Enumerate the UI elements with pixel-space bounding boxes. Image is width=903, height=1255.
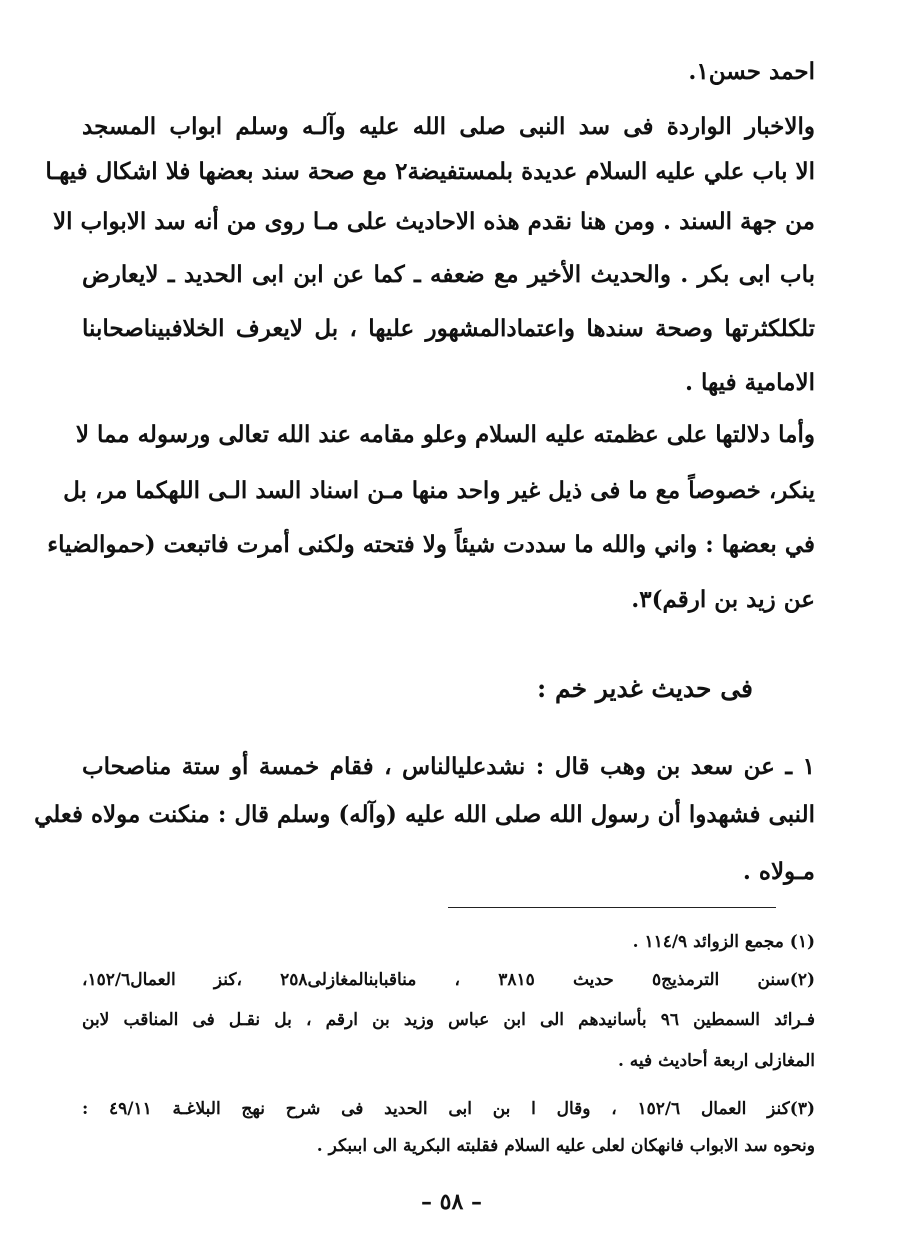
footnote-line: المغازلى اربعة أحاديث فيه . [617,1051,815,1071]
section-line: ١ ـ عن سعد بن وهب قال : نشدعليالناس ، فقام خمسة أو ستة مناصحاب [82,753,815,780]
footnote-line: (١) مجمع الزوائد ١١٤/٩ . [632,932,815,952]
footnote-line: فـرائد السمطين ٩٦ بأسانيدهم الى ابن عباس وزيد بن ارقم ، بل نقـل فى المناقب لابن [82,1010,815,1030]
section-line: مـولاه . [742,858,815,885]
footnote-line: ونحوه سد الابواب فانهكان لعلى عليه السلام فقلبته البكرية الى ابىبكر . [316,1136,815,1156]
footnote-line: (٣)كنز العمال ١٥٢/٦ ، وقال ا بن ابى الحديد فى شرح نهج البلاغـة ٤٩/١١ : [82,1099,815,1119]
body-line: عن زيد بن ارقم)٣. [631,586,815,613]
body-line: باب ابى بكر . والحديث الأخير مع ضعفه ـ كما عن ابن ابى الحديد ـ لايعارض [82,261,815,288]
body-line: من جهة السند . ومن هنا نقدم هذه الاحاديث على مـا روى من أنه سد الابواب الا [52,208,815,235]
body-line: الا باب علي عليه السلام عديدة بلمستفيضة٢ مع صحة سند بعضها فلا اشكال فيهـا [45,158,815,185]
body-line: في بعضها : واني والله ما سددت شيئاً ولا فتحته ولكنى أمرت فاتبعت (حموالضياء [47,531,815,558]
body-line: ينكر، خصوصاً مع ما فى ذيل غير واحد منها مـن اسناد السد الـى اللهكما مر، بل [63,477,815,504]
body-line: والاخبار الواردة فى سد النبى صلى الله عليه وآلـه وسلم ابواب المسجد [82,113,815,140]
footnote-line: (٢)سنن الترمذيج٥ حديث ٣٨١٥ ، مناقبابنالمغازلى٢٥٨ ،كنز العمال١٥٢/٦، [82,970,815,990]
footnote-divider [448,907,776,908]
body-line: احمد حسن١. [688,58,815,85]
section-line: النبى فشهدوا أن رسول الله صلى الله عليه (وآله) وسلم قال : منكنت مولاه فعلي [34,801,815,828]
section-heading: فى حديث غدير خم : [537,674,753,703]
page-number: – ٥٨ – [421,1189,482,1215]
body-line: الامامية فيها . [685,369,815,396]
body-line: وأما دلالتها على عظمته عليه السلام وعلو مقامه عند الله تعالى ورسوله مما لا [75,421,815,448]
body-line: تلكلكثرتها وصحة سندها واعتمادالمشهور عليها ، بل لايعرف الخلافبيناصحابنا [82,315,815,342]
